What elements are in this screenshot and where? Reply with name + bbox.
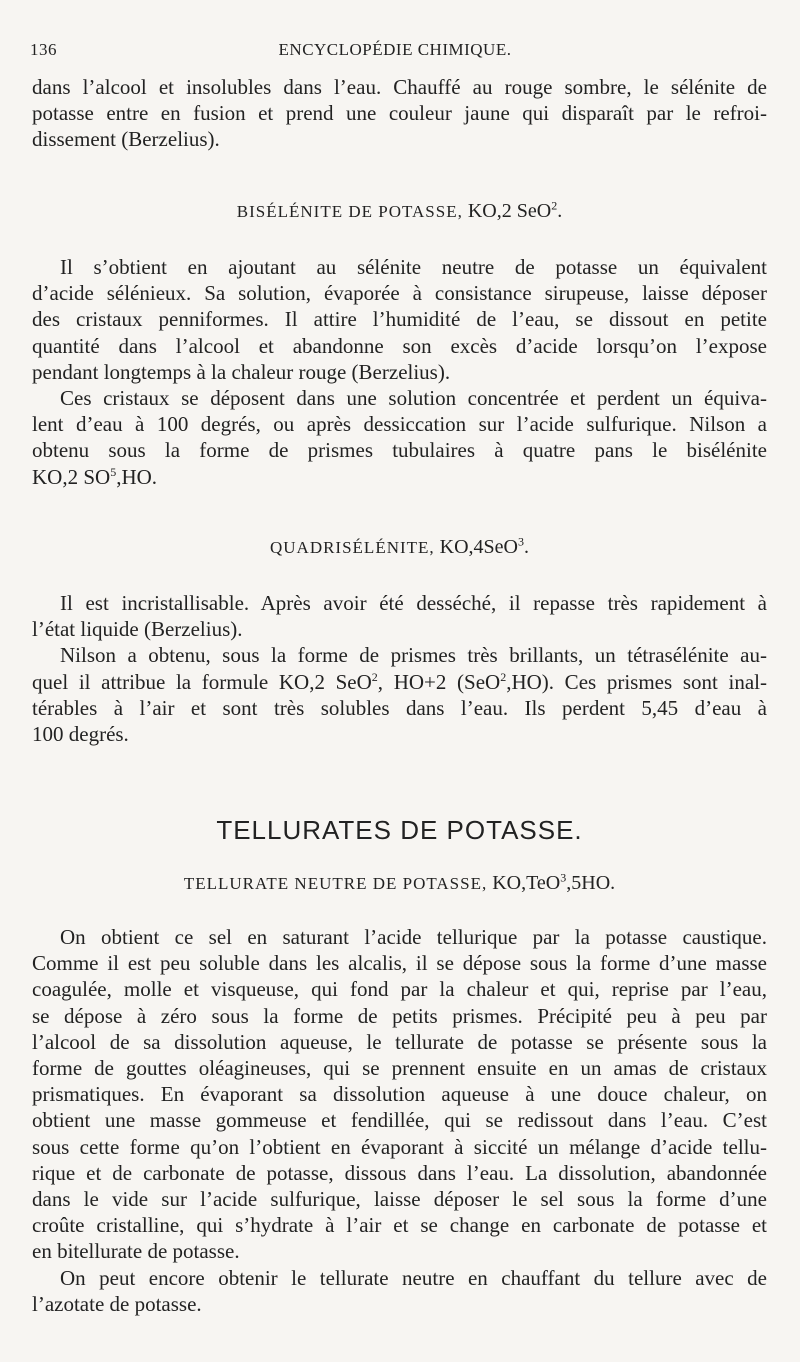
formula-superscript: 5 bbox=[110, 464, 117, 479]
text-line: croûte cristalline, qui s’hydrate à l’air et se change en carbonate de potasse et bbox=[32, 1213, 767, 1238]
text-line: forme de gouttes oléagineuses, qui se prennent ensuite en un amas de cristaux bbox=[32, 1056, 767, 1081]
text-part: ,HO). Ces prismes sont inal- bbox=[506, 669, 767, 694]
opening-paragraph bbox=[32, 74, 767, 153]
text-part: quel il attribue la formule KO,2 SeO bbox=[32, 669, 372, 694]
formula-superscript: 3 bbox=[518, 534, 524, 549]
text-line: d’acide sélénieux. Sa solution, évaporée à consistance sirupeuse, laisse déposer bbox=[32, 281, 767, 306]
text-line: en bitellurate de potasse. bbox=[32, 1239, 240, 1264]
heading-formula: KO,4SeO bbox=[439, 536, 518, 558]
tellurate-heading bbox=[32, 872, 767, 895]
text-line: se dépose à zéro sous la forme de petits prismes. Précipité peu à peu par bbox=[32, 1003, 767, 1028]
text-line: obtient une masse gommeuse et fendillée, qui se redissout dans l’eau. C’est bbox=[32, 1108, 767, 1133]
text-line: potasse entre en fusion et prend une couleur jaune qui disparaît par le refroi- bbox=[32, 101, 767, 126]
formula-end: . bbox=[524, 536, 529, 558]
formula-end: . bbox=[557, 200, 563, 222]
text-line: des cristaux penniformes. Il attire l’humidité de l’eau, se dissout en petite bbox=[32, 307, 767, 332]
heading-label: QUADRISÉLÉNITE, bbox=[269, 538, 435, 557]
page-header bbox=[30, 40, 760, 64]
heading-formula: KO,TeO bbox=[492, 872, 561, 894]
page-number: 136 bbox=[30, 40, 57, 59]
formula-superscript: 3 bbox=[560, 870, 567, 885]
formula-part: ,HO. bbox=[116, 464, 158, 489]
running-title: ENCYCLOPÉDIE CHIMIQUE. bbox=[278, 40, 512, 59]
tellurate-paragraphs bbox=[32, 924, 767, 1317]
text-line: obtenu sous la forme de prismes tubulaires à quatre pans le bisélénite bbox=[32, 438, 767, 463]
heading-label: TELLURATE NEUTRE DE POTASSE, bbox=[183, 874, 488, 893]
formula-part: KO,2 SO bbox=[32, 464, 111, 489]
text-line: Ces cristaux se déposent dans une solution concentrée et perdent un équiva- bbox=[60, 386, 767, 411]
text-line: 100 degrés. bbox=[32, 722, 129, 747]
text-line: Nilson a obtenu, sous la forme de prismes très brillants, un tétrasélénite au- bbox=[60, 643, 767, 668]
text-line bbox=[32, 669, 767, 695]
text-part: , HO+2 (SeO bbox=[377, 669, 501, 694]
formula-superscript: 2 bbox=[500, 669, 507, 684]
text-line: l’azotate de potasse. bbox=[32, 1291, 202, 1316]
heading-formula: KO,2 SeO bbox=[467, 200, 552, 222]
text-line: prismatiques. En évaporant sa dissolution aqueuse à une douce chaleur, on bbox=[32, 1082, 767, 1107]
formula-superscript: 2 bbox=[551, 198, 558, 213]
text-line bbox=[32, 464, 767, 490]
text-line: quantité dans l’alcool et abandonne son excès d’acide lorsqu’on l’expose bbox=[32, 333, 767, 358]
text-line: Il est incristallisable. Après avoir été desséché, il repasse très rapidement à bbox=[60, 591, 767, 615]
text-line: Comme il est peu soluble dans les alcalis, il se dépose sous la forme d’une masse bbox=[32, 951, 767, 976]
text-line: pendant longtemps à la chaleur rouge (Berzelius). bbox=[32, 359, 451, 384]
formula-end: ,5HO. bbox=[566, 872, 616, 894]
formula-superscript: 2 bbox=[371, 669, 378, 684]
text-line: Il s’obtient en ajoutant au sélénite neutre de potasse un équivalent bbox=[60, 255, 767, 279]
text-line: dissement (Berzelius). bbox=[32, 127, 220, 152]
biselenite-heading bbox=[32, 200, 767, 223]
text-line: l’alcool de sa dissolution aqueuse, le tellurate de potasse se présente sous la bbox=[32, 1029, 767, 1054]
text-line: sous cette forme qu’on l’obtient en évaporant à siccité un mélange d’acide tellu- bbox=[32, 1134, 767, 1159]
heading-label: BISÉLÉNITE DE POTASSE, bbox=[236, 202, 463, 221]
text-line: l’état liquide (Berzelius). bbox=[32, 617, 243, 642]
section-title-text: TELLURATES DE POTASSE. bbox=[216, 815, 583, 845]
quadriselenite-paragraphs bbox=[32, 590, 767, 747]
text-line: coagulée, molle et visqueuse, qui fond par la chaleur et qui, reprise par l’eau, bbox=[32, 977, 767, 1002]
section-title bbox=[32, 815, 767, 846]
text-line: térables à l’air et sont très solubles dans l’eau. Ils perdent 5,45 d’eau à bbox=[32, 695, 767, 720]
biselenite-paragraph-1 bbox=[32, 254, 767, 490]
text-line: On obtient ce sel en saturant l’acide tellurique par la potasse caustique. bbox=[60, 925, 767, 949]
quadriselenite-heading bbox=[32, 536, 767, 559]
text-line: dans le vide sur l’acide sulfurique, laisse déposer le sel sous la forme d’une bbox=[32, 1187, 767, 1212]
text-line: lent d’eau à 100 degrés, ou après dessiccation sur l’acide sulfurique. Nilson a bbox=[32, 412, 767, 437]
text-line: rique et de carbonate de potasse, dissous dans l’eau. La dissolution, abandonnée bbox=[32, 1160, 767, 1185]
text-line: dans l’alcool et insolubles dans l’eau. Chauffé au rouge sombre, le sélénite de bbox=[32, 75, 767, 99]
text-line: On peut encore obtenir le tellurate neutre en chauffant du tellure avec de bbox=[60, 1265, 767, 1290]
